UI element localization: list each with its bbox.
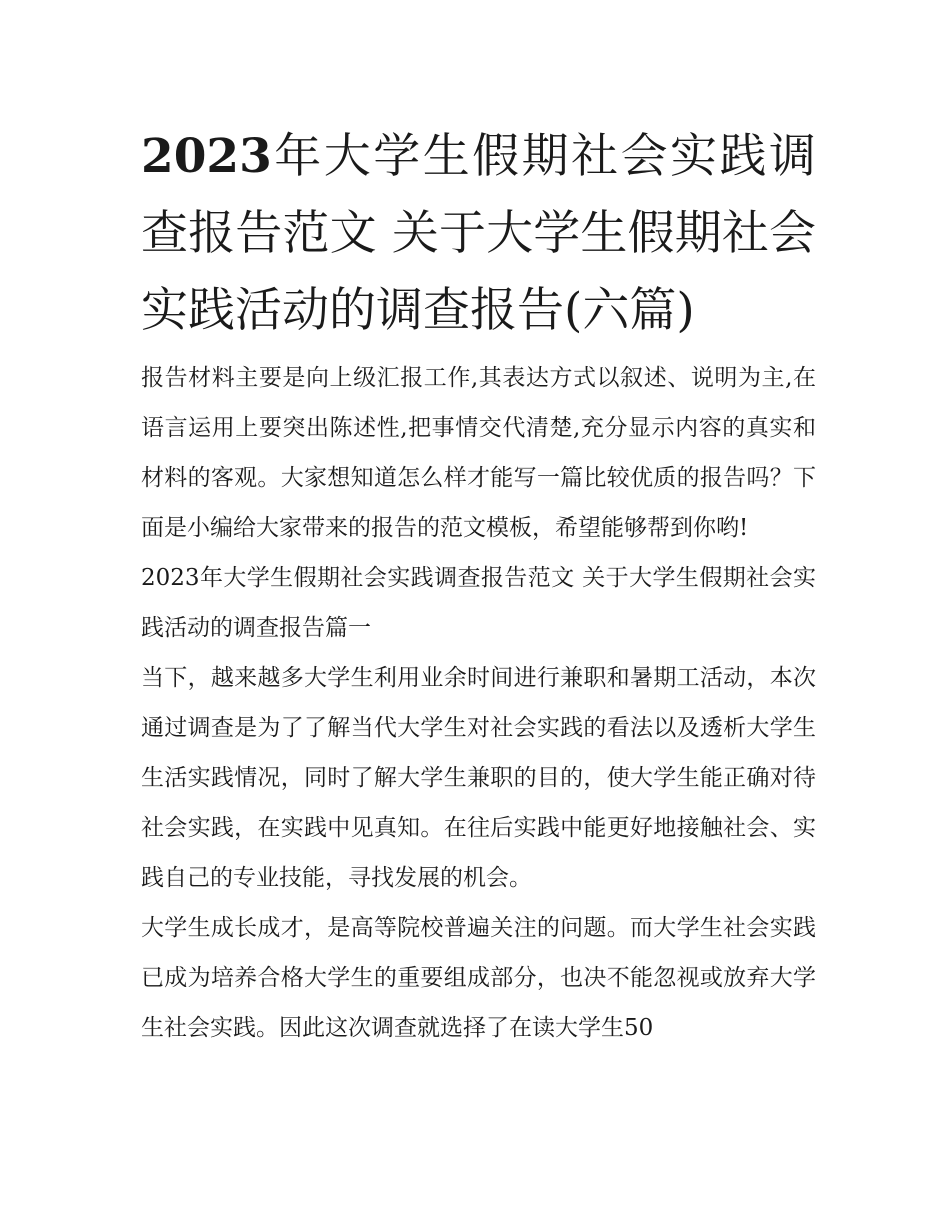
body-paragraph-1: 当下，越来越多大学生利用业余时间进行兼职和暑期工活动，本次通过调查是为了了解当代大学生对社会实践的看法以及透析大学生生活实践情况，同时了解大学生兼职的目的，使大学生能正确对待社会实践，在实践中见真知。在往后实践中能更好地接触社会、实践自己的专业技能，寻找发展的机会。: [141, 665, 816, 891]
body-paragraph-2: 大学生成长成才，是高等院校普遍关注的问题。而大学生社会实践已成为培养合格大学生的重要组成部分，也决不能忽视或放弃大学生社会实践。因此这次调查就选择了在读大学生50: [141, 915, 816, 1041]
intro-paragraph: 报告材料主要是向上级汇报工作,其表达方式以叙述、说明为主,在语言运用上要突出陈述性,把事情交代清楚,充分显示内容的真实和材料的客观。大家想知道怎么样才能写一篇比较优质的报告吗？下面是小编给大家带来的报告的范文模板，希望能够帮到你哟!: [141, 365, 816, 541]
section-heading: 2023年大学生假期社会实践调查报告范文 关于大学生假期社会实践活动的调查报告篇一: [141, 565, 816, 641]
document-title: [141, 118, 816, 349]
document-page: [141, 118, 816, 1053]
title-year: 2023: [141, 129, 272, 184]
title-text: 年大学生假期社会实践调查报告范文 关于大学生假期社会实践活动的调查报告(六篇): [141, 129, 816, 338]
